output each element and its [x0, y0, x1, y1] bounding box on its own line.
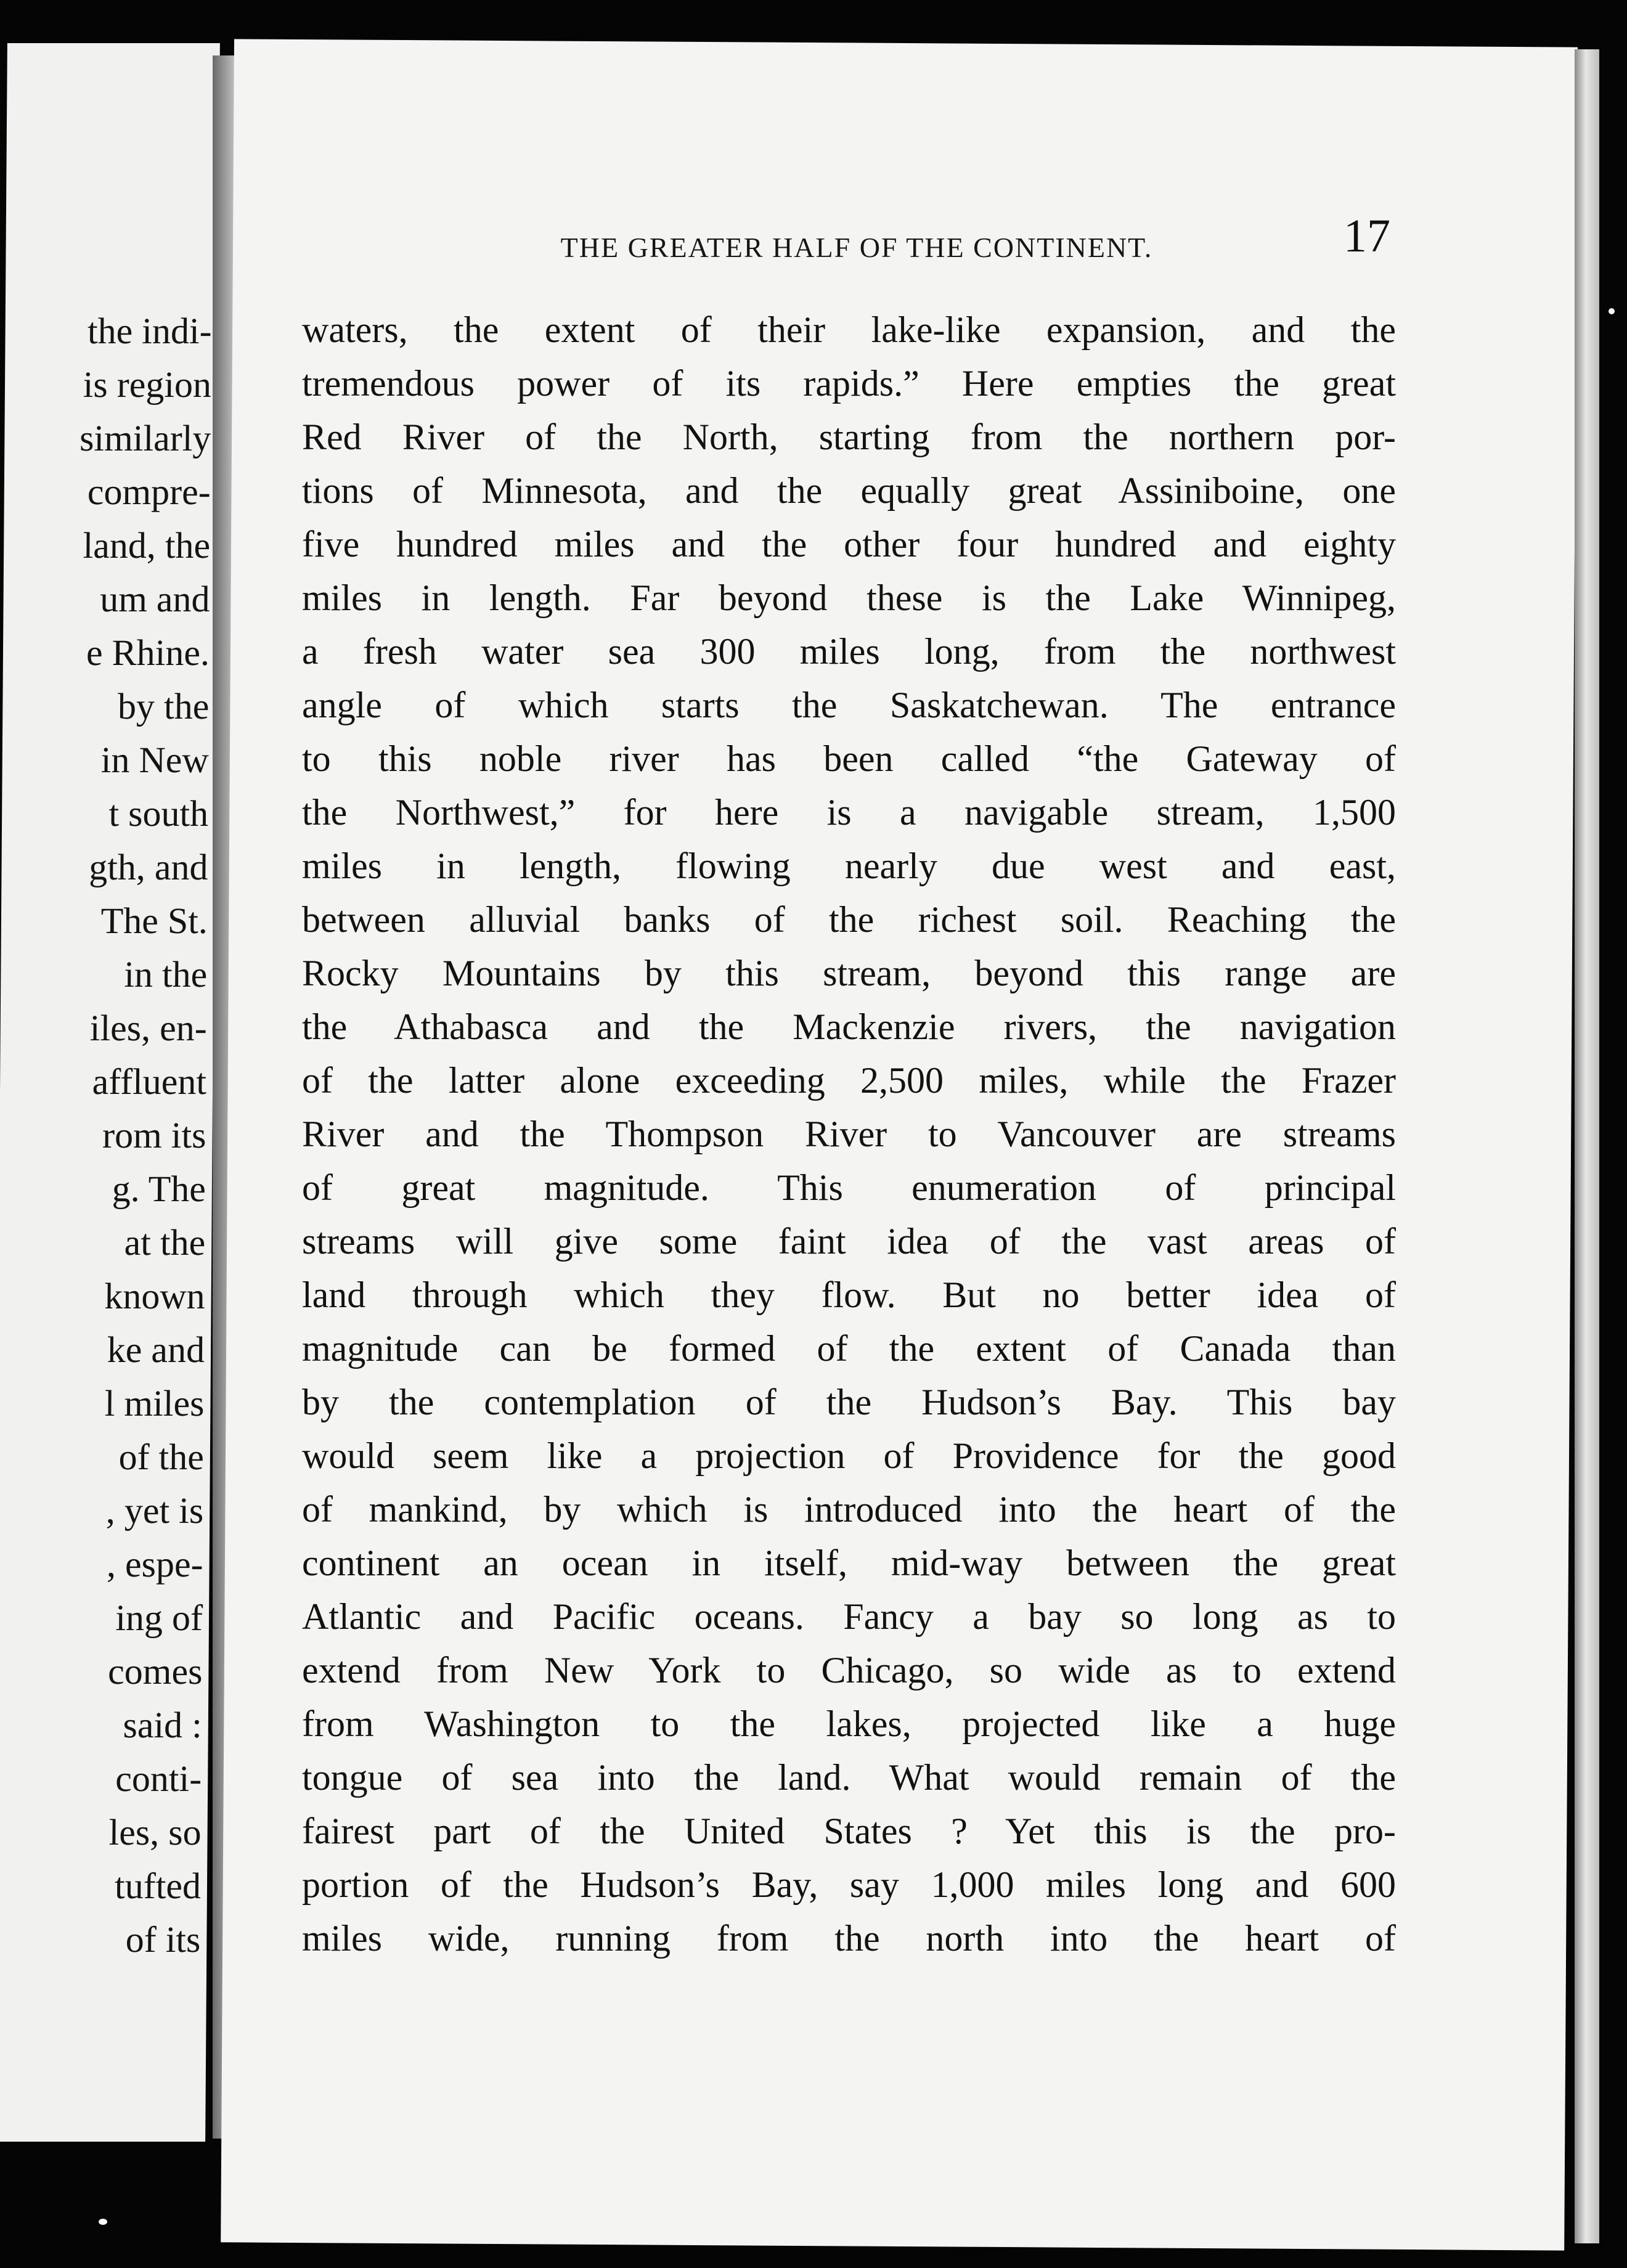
facing-page-line: land, the	[83, 525, 211, 566]
body-text-line: the Northwest,” for here is a navigable stream, 1,500	[302, 792, 1396, 833]
body-text-line: continent an ocean in itself, mid-way between the great	[302, 1543, 1396, 1583]
facing-page-line: conti-	[115, 1758, 202, 1799]
facing-page-line: , espe-	[106, 1544, 203, 1585]
facing-page-line: rom its	[102, 1115, 206, 1156]
body-text-line: tremendous power of its rapids.” Here empties the great	[302, 363, 1396, 404]
body-text-line: the Athabasca and the Mackenzie rivers, the navigation	[302, 1006, 1396, 1047]
scan-speck	[1609, 308, 1615, 314]
body-text-line: miles in length. Far beyond these is the Lake Winnipeg,	[302, 577, 1396, 618]
body-text-line: between alluvial banks of the richest soil. Reaching the	[302, 899, 1396, 940]
facing-page-line: in the	[124, 954, 208, 995]
facing-page-line: g. The	[112, 1169, 206, 1209]
facing-page-line: affluent	[92, 1061, 207, 1102]
body-text-line: angle of which starts the Saskatchewan. The entrance	[302, 685, 1396, 725]
facing-page-line: of its	[125, 1919, 201, 1960]
facing-page-line: is region	[83, 364, 212, 405]
body-text-line: five hundred miles and the other four hundred and eighty	[302, 524, 1396, 565]
facing-page-line: compre-	[87, 471, 211, 512]
facing-page-line: by the	[117, 686, 210, 727]
body-text-line: Red River of the North, starting from the northern por-	[302, 417, 1396, 457]
facing-page-line: of the	[118, 1437, 205, 1477]
facing-page-line: similarly	[79, 418, 211, 459]
facing-page-line: The St.	[100, 900, 208, 941]
body-text-line: extend from New York to Chicago, so wide as to extend	[302, 1650, 1396, 1691]
body-text-line: streams will give some faint idea of the vast areas of	[302, 1221, 1396, 1262]
facing-page-line: gth, and	[89, 847, 208, 887]
body-text-line: magnitude can be formed of the extent of Canada than	[302, 1328, 1396, 1369]
body-text-line: waters, the extent of their lake-like expansion, and the	[302, 309, 1396, 350]
facing-page	[0, 43, 220, 2142]
facing-page-line: at the	[124, 1222, 206, 1263]
facing-page-line: said :	[123, 1705, 203, 1745]
body-text-line: portion of the Hudson’s Bay, say 1,000 miles long and 600	[302, 1864, 1396, 1905]
body-text-line: tions of Minnesota, and the equally great Assiniboine, one	[302, 470, 1396, 511]
body-text-line: miles in length, flowing nearly due west and east,	[302, 846, 1396, 886]
facing-page-line: les, so	[108, 1812, 202, 1853]
body-text-line: fairest part of the United States ? Yet this is the pro-	[302, 1811, 1396, 1851]
body-text-line: would seem like a projection of Providence for the good	[302, 1435, 1396, 1476]
body-text-line: tongue of sea into the land. What would remain of the	[302, 1757, 1396, 1798]
facing-page-line: t south	[108, 793, 209, 834]
facing-page-line: tufted	[114, 1866, 202, 1906]
facing-page-line: , yet is	[105, 1490, 204, 1531]
body-text-line: Atlantic and Pacific oceans. Fancy a bay so long as to	[302, 1596, 1396, 1637]
body-text-line: to this noble river has been called “the Gateway of	[302, 738, 1396, 779]
running-head: THE GREATER HALF OF THE CONTINENT.	[560, 232, 1153, 263]
scan-speck	[99, 2219, 107, 2225]
body-text-line: miles wide, running from the north into the heart of	[302, 1918, 1396, 1959]
facing-page-line: e Rhine.	[86, 632, 210, 673]
facing-page-line: um and	[100, 579, 210, 619]
facing-page-line: known	[104, 1276, 205, 1316]
facing-page-line: comes	[107, 1651, 203, 1692]
facing-page-line: iles, en-	[89, 1008, 207, 1048]
body-text-line: of the latter alone exceeding 2,500 miles, while the Frazer	[302, 1060, 1396, 1101]
facing-page-line: ke and	[107, 1329, 205, 1370]
facing-page-line: l miles	[104, 1383, 205, 1424]
page-edge	[1575, 49, 1599, 2243]
facing-page-line: the indi-	[87, 311, 212, 351]
body-text-line: of mankind, by which is introduced into the heart of the	[302, 1489, 1396, 1530]
body-text-line: Rocky Mountains by this stream, beyond this range are	[302, 953, 1396, 993]
body-text-line: of great magnitude. This enumeration of principal	[302, 1167, 1396, 1208]
facing-page-line: in New	[100, 740, 209, 780]
body-text-line: River and the Thompson River to Vancouver are streams	[302, 1114, 1396, 1154]
body-text-line: land through which they flow. But no better idea of	[302, 1275, 1396, 1315]
page-number: 17	[1344, 210, 1390, 262]
body-text-line: by the contemplation of the Hudson’s Bay. This bay	[302, 1382, 1396, 1422]
facing-page-line: ing of	[115, 1597, 203, 1638]
body-text-line: a fresh water sea 300 miles long, from the northwest	[302, 631, 1396, 672]
body-text-line: from Washington to the lakes, projected like a huge	[302, 1703, 1396, 1744]
